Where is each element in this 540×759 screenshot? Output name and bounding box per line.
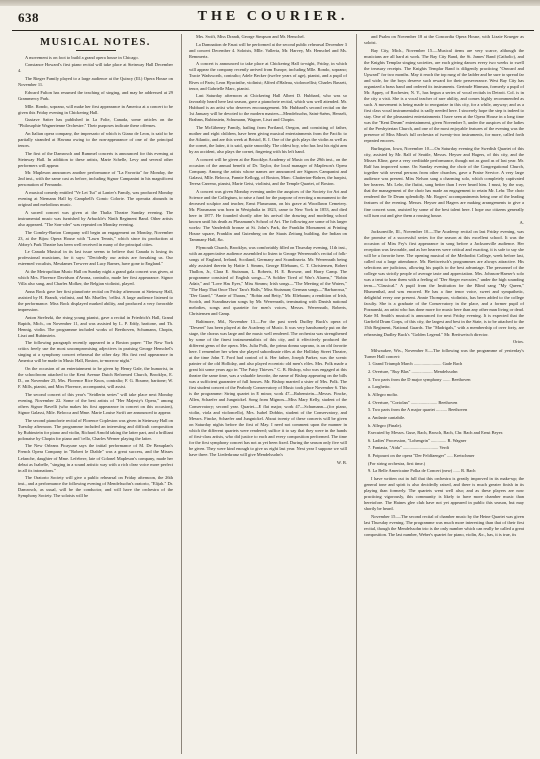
news-item: The Oratorio Society will give a public rehearsal on Friday afternoon, the 26th inst., and a performance the following evening of Mendelssohn's oratorio, "Elijah." Dr. Damrosch, as usual, will be the conductor, and will have the orchestra of the Symphony Society. The soloists will be	[18, 475, 173, 499]
news-item: La Damnation de Faust will be performed at the second public rehearsal December 3 and concert December 4. Soloists, Mlle. Valleria, Mr. Harvey, Mr. Henschel and Ms. Remmertz.	[189, 41, 347, 59]
news-item: The second concert of this year's "Seidlerin series" will take place next Monday evening, November 22. Some of the best artists of "Her Majesty's Opera," among others Signor Ravelli (who makes his first appearance in concert on this occasion), Signor Galassi, Mile. Belocca and Mme. Marie Louise Swift are announced to appear.	[18, 391, 173, 416]
programme-line: 1. Grand Triumph March ......................... Gade Bach	[368, 361, 463, 367]
signature: A.	[519, 220, 524, 226]
news-item: The New Orleans Picayune says the initial performance of M. De Beauplan's French Opera Company in "Robert le Diable" was a great success, and the Misses Lefanche, daughter of Mme. Lefebvre, late of Colonel Mapleson's company, made her debut as Isabelle, "singing in a sound artistic way with a rich clear voice more perfect in all its intonations."	[18, 443, 173, 473]
news-item: Bay City, Mich., November 15.—Musical items are very scarce, although the musicians are all hard at work. The Bay City Band, the St. James' Band (Catholic), and the Knights Templar singing societies, are each giving dances every two weeks to swell the treasury receipts. The Knights Templar Band is diligently practicing "Onward and Upward" for two months. May it reach the top rung of the ladder and be sure to spread far and wide, for the boys deserve such reward for their perseverance. West Bay City has organized a brass band and ordered its instruments. Gertrude Hinman, formerly a pupil of Mr. Appey, of Rochester, N. Y., has begun a series of vocal recitals in Detroit. Col. is in the city a visit. She is a vocal teacher of rare ability, and comes highly recommended as such. A movement is being made to reorganize in this city, for a while, anyway; and as a first class vocal instrumentalist is sadly needed here. I sincerely hope the step is indeed to stay. One of the pleasantest entertainments I have seen at the Opera House in a long time was the "Kent Dream" entertainment, given November 5, under the auspices of the ladies of the Presbyterian Church, and one of the most enjoyable features of the evening was the presence of Miss Mina's full orchestra of twenty-two instruments, for more, called forth repeated encores.	[364, 47, 524, 144]
news-item: On the occasion of an entertainment to be given by Henry Gale, the humorist, in the schoolroom attached to the Kent Avenue Dutch Reformed Church, Brooklyn, E. D., on November 25, Mrs. Florence Rice Knox, contralto; F. G. Bourne, baritone; W. F. Mills, pianist, and Miss Florence, accompanist, will assist.	[18, 366, 173, 390]
news-item: The Rieger Family played to a large audience at the Quincy (Ill.) Opera House on November 11.	[18, 76, 173, 88]
column-2	[189, 34, 347, 755]
news-item: Last Saturday afternoon at Chickering Hall Albert D. Hubbard, who was so favorably heard here last season, gave a pianoforte recital, which was well attended. Mr. Hubbard is an artist who deserves encouragement. Mr. Hubbard's second recital on the 1st January will be devoted to the modern masters—Mendelssohn, Saint-Saëns, Henselt, Brahms, Rubinstein, Schumann, Wagner, Liszt and Chopin.	[189, 93, 347, 123]
programme-line: 7. Fantasia, "Aida" ................................ Verdi	[368, 445, 449, 451]
news-item: The Comley-Barton Company will begin an engagement on Monday, November 23, at the Bijou Opera House with "Lawn Tennis," which since its production at Abbey's Park Theatre has been well received in many of the principal cities.	[18, 229, 173, 247]
column-rule-1	[181, 34, 182, 754]
section-title-rule	[76, 50, 116, 51]
programme-line: 6. Ladies' Procession, "Lohengrin" .............. R. Wagner	[368, 437, 467, 443]
publication-title: THE COURIER.	[197, 9, 349, 24]
news-item: The first of the Damrosch and Rummel concerts is announced for this evening at Steinway Hall. In addition to these artists, Marie Schelle, Levy and several other performers will appear.	[18, 150, 173, 168]
programme-line: b. Allegro (Finale).	[368, 422, 403, 428]
column-1	[18, 34, 173, 755]
news-item: Jacksonville, Ill., November 10.—The Academy recital on last Friday evening, was the promise of a successful series for the season at this excellent school. It was the occasion of Miss Fry's first appearance in song before a Jacksonville audience. Her reception was favorable, and as her hearers were critical and exacting, it is safe to say she will be a favorite here. The opening musical of the Methodist College, week before last, called out a large attendance. Mr. Breitweisch's programmes are always attractive. His selections are judicious, allowing his pupils to the best advantage. The personnel of the college was strictly people of average taste and appreciation. Mrs. Johnson-Haeser's solo was a treat to hear them with a feeling of "Der Sieger executes," under the high sounding term—"Classical." A pupil from the Institution for the Blind sang "My Queen," Blumenthal, and was encored. He has a fine tenor voice, sweet and sympathetic, delightful every one present. Annie Thompson, violinists, has been added to the college faculty. She is a graduate of the Conservatory in the place, and a former pupil of Poznanski, an artist who has done more for music here than any other man living or dead. Kate M. Smith's musical is announced for next Friday evening. It is expected that the Garfield Drum Corps, of this city, the largest and best in the State, is to be attached to the 15th Regiment, National Guards. The "Madrigals," with a membership of over forty, are rehearsing Dudley Buck's "Golden Legend." Mr. Breitweisch director.	[364, 228, 524, 337]
news-item: Gustave Satter has published in La Folie, Canada, some articles on the "Philosophie Wagnerienne Orchestre." Their purposes indicate these offenses.	[18, 117, 173, 129]
news-item: and Psalm on November 18 at the Concordia Opera House, with Lizzie Krueger as soloist.	[364, 34, 524, 46]
news-item: A musical comedy entitled "Ve Let Tut" at Lanier's Family, was produced Monday evening at Niemann Hall by Campbell's Comic Colorie. The operatta abounds in original and melodious music.	[18, 190, 173, 208]
news-item: Plymouth Church, Brooklyn, was comfortably filled on Thursday evening, 11th inst., with an appreciative audience assembled to listen to George Werrenrath's recital of folk-songs of England, Ireland, Scotland, Germany and Scandinavia. Mr. Werrenrath being ably assisted therein by Hattie I. Simms, George Ellebaum, C. T. Christensen, Robert Thallon, Jr., Clara E. Stutsman, L. Roberts, H. E. Browne, and Harry Camp. The programme consisted of English songs—"A Soldier Tired of War's Alarms," "Robin Adair," and "Love Has Eyes," Miss Simms; Irish songs—"The Meeting of the Waters," "The Harp That Once Thro' Tara's Halls," Miss Stutsman; German songs—"Barbarossa," "Der Gaard," "Annie of Tharau," "Robin and Betty," Mr. Ellebaum; a rendition of Irish, Scotch, and Scandinavian songs by Mr. Werrenrath, terminating with Danish national melodies, songs and quartette for men's voices, Messrs. Werrenrath, Roberts, Christensen and Camp.	[189, 244, 347, 317]
programme-line: 9. La Belle Americaine Polka de Concert (new) ...... R. Bach	[368, 468, 476, 474]
news-item: At the Metropolitan Music Hall on Sunday night a grand gala concert was given, at which Mrs. Florence Davidson d'Avona, contralto, made her first appearance. Signor Villa also sang, and Charles Molker, the Belgian violinist, played.	[18, 269, 173, 287]
news-item: A concert will be given at the Brooklyn Academy of Music on the 29th inst., on the occasion of the annual benefit of Dr. Taylor, the local manager of Mapleson's Opera Company. Among the artists whose names are announced are Signors Campanini and Galassi, Mlle. Belocca, Fannie Kellogg, of Boston, Marc. Chatterton-Bohrer, the harpist, Teresa Carreno, pianist, Marie Geist, violinist, and the Temple Quartet, of Boston.	[189, 156, 347, 187]
news-item: A concert was given Monday evening under the auspices of the Society for Art and Science and the Collegium, to raise a fund for the purpose of erecting a monument to the deceased sculptor and teacher, Ernst Plassmann, on his grave at Woodlawn Cemetery. Mr. Plassmann was born in Westphalia in 1823, came to New York in 1853, and died here in 1877. He founded shortly after his arrival the drawing and modeling school known until his death as Plassmann's School of Art. The following are some of his larger works: The Vanderbilt bronze at St. John's Park, the Franklin Monument at Printing House square, Franklin and Gutenberg on the Staats Zeitung building, the Indian on Tammany Hall, &c.	[189, 188, 347, 243]
news-item: The second pianoforte recital of Florence Copleston was given in Steinway Hall on Tuesday afternoon. The programme included an interesting and difficult composition by Rubinstein for piano and violin, Richard Arnold taking the latter part, and a brilliant polonaise by Chopin for piano and 'cello, Charles Werner playing the latter.	[18, 417, 173, 441]
news-item: Constance Howard's first piano recital will take place at Steinway Hall December 4.	[18, 62, 173, 74]
news-item: I have written out in full that this orchestra is greatly improved in its make-up; the general tone and spirit is also decidedly raised, and there is much greater finish in its playing than formerly. The quartets went well also; and as these players are now practicing vigorously, this community is likely to have more chamber music than heretofore. The Haines glee club have not yet appeared in public this season, but may shortly be heard.	[364, 476, 524, 512]
news-item: November 15.—The second recital of chamber music by the Heine Quartet was given last Thursday evening. The programme was much more interesting than that of their first recital, though the Mendelssohn trio is the only number which can really be called a great composition. The last number, Weber's quartet for piano, violin, &c., has, it is true, its	[364, 513, 524, 538]
signature: Orios.	[513, 339, 524, 345]
programme-line: a. Andante cantabile.	[368, 414, 406, 420]
news-item: Anna Bock gave her first pianoforte recital on Friday afternoon at Steinway Hall, assisted by H. Brandt, violinist, and Mr. Mueller, 'cellist. A large audience listened to the performance. Miss Bock displayed marked ability, and produced a very favorable impression.	[18, 288, 173, 312]
signature: W. B.	[336, 459, 347, 465]
news-item: Edward Fulton has resumed the teaching of singing, and may be addressed at 29 Grammercy Park.	[18, 89, 173, 101]
news-item: The McGibeney Family, hailing from Portland, Oregon, and consisting of father, mother and eight children, have been giving musical entertainments from the Pacific to the Atlantic, and are this week at Bristol, R. I. One of the girls plays the violin as well as the cornet, the latter, it is said, quite smoothly. The oldest boy, who has lost his right arm by an accident, also plays the cornet, fingering with his left hand.	[189, 125, 347, 155]
news-item: Baltimore, Md., November 13.—For the past week Dudley Buck's opera of "Deseret" has been played at the Academy of Music. It was very handsomely put on the stage, the chorus was large and the music well rendered. The orchestra was strengthened by some of the finest instrumentalists of this city, and it effectively produced the different gems of the opera. Mrs. Julia Polk, the prima donna soprano, is an old favorite here. I remember her when she played subordinate rôles at the Holliday Street Theatre, at the time John T. Ford had control of it. Her father, Joseph Parker, was the scenic painter of the old Holliday, and also played eccentric old men's rôles. Mrs. Polk made a great hit some years ago in "The Fairy Thieves." C. B. Bishop, who was engaged at this theatre the same time, was a valuable favorite, the name of Bishop appearing on the bills was a sufficient guarantee of full houses. Mr. Bishop married a sister of Mrs. Polk. The first student concert of the Peabody Conservatory of Music took place November 6. This is the programme: String quartet in E minor, work 47—Rubenstein—Messrs. Fincke, Allen, Schaefer and Jungnickel. Song from Mignon—Miss Mary Kelly, student of the Conservatory; second year. Quartet—E flat major, work 47—Schumann—(for piano, violin, viola and violoncello), Mrs. Isabel Dobbin, student of the Conservatory, and Messrs. Fincke, Schaefer and Jungnickel. About twenty of these concerts will be given on Saturday nights before the first of May. I need not comment upon the manner in which the different quartets were rendered; suffice it to say that they were in the hands of first-class artists, who did justice to each and every composition performed. The time for the first symphony concert has not as yet been fixed. During the season only five will be given. They were kind enough to give us eight last year. Next year I suppose we will have three. The Liederkranz will give Mendelssohn's	[189, 318, 347, 457]
news-item: Le Canada Musical in its last issue seems to believe that Canada is losing its professional musicians, for it says: "Decidedly our artists are forsaking us. Our esteemed vocalists, Mesdames Trewver and Lucy Barnes, have gone to England."	[18, 249, 173, 267]
page-number: 638	[18, 10, 39, 25]
column-3	[364, 34, 524, 755]
programme-line: Executed by Messrs. Guse, Bach, Brosch, Bach, Chr. Bach and Ernst Beyer.	[368, 430, 504, 436]
programme-line: a. Larghetto.	[368, 384, 391, 390]
page-top-edge	[0, 0, 540, 6]
programme-line: (For string orchestra, first time.)	[368, 460, 426, 466]
programme-line: 4. Overture, "Coriolan" ........................ Beethoven	[368, 399, 458, 405]
news-item: An Italian opera company, the impresario of which is Giano de Leon, is said to be partially stranded at Havana owing to the non-appearance of one of the principal tenors.	[18, 130, 173, 148]
section-title: MUSICAL NOTES.	[40, 37, 151, 48]
news-item: Mlle. Rondo, soprano, will make her first appearance in America at a concert to be given this Friday evening in Chickering Hall.	[18, 103, 173, 115]
news-item: Burlington, Iowa, November 10.—On Saturday evening the Swedish Quartet of this city, assisted by Mr. Ralf of Seattle, Messrs. Heyser and Hagers, of this city, and the Misses Kline, gave a very creditable performance, though not as good as of last year. Mr. Ralf has improved some. On Sunday evening the choir of the Congregational Church, together with several persons from other churches, gave a Praise Service. A very large audience was present. Miss Nelson sang a charming solo, which completely captivated her hearers. Mr. Lehr, the flutist, sang better than I ever heard him. I must, by the way, that the management of the choir has made an engagement to retain Mr. Lehr. The choir rendered the Te Deum splendidly. Mr. Rogers' accompaniments being one of the leading features of the evening. Messrs. Heyser and Hagers are making arrangements to give a fine concert soon, assisted by some of the best talent here. I hope our citizens generally will turn out and give them a rousing house.	[364, 146, 524, 218]
news-item: The following paragraph recently appeared in a Boston paper: "The New York critics freely use the most uncompromising adjectives in praising George Henschel's singing at a symphony concert rehearsal the other day. His first real appearance in America will be made in Music Hall, Boston, to-morrow night."	[18, 340, 173, 364]
news-item: A sacred concert was given at the Thalia Theatre Sunday evening. The instrumental music was furnished by Arbuckle's Ninth Regiment Band. Other artists also appeared. "The Son-cder" was repeated on Monday evening.	[18, 209, 173, 227]
programme-line: 5. Two parts from the A major quartet .......... Beethoven	[368, 407, 468, 413]
programme-line: 3. Two parts from the D major symphony ....... Beethoven	[368, 376, 471, 382]
news-item: Anton Strelezki, the rising young pianist, gave a recital in Friedrich's Hall, Grand Rapids, Mich., on November 11, and was assisted by L. P. Eddy, baritone, and Th. Hennig, violin. The programme included works of Beethoven, Schumann, Chopin, Liszt and Rubinstein.	[18, 314, 173, 338]
page-header	[12, 8, 534, 31]
news-item: Milwaukee, Wis., November 8.—The following was the programme of yesterday's Turner Hall concert:	[364, 347, 524, 359]
news-item: Mrs. Swift, Miss Drandt, George Simpson and Mr. Henschel.	[196, 34, 305, 39]
news-item: A movement is on foot to build a grand opera house in Chicago.	[25, 54, 139, 60]
column-rule-2	[356, 34, 357, 754]
programme-line: b. Allegro molto.	[368, 391, 399, 397]
programme-line: 8. Potpourri on the opera "Der Feldfaenger" ..... Kretschmer	[368, 453, 475, 459]
news-item: Mr. Mapleson announces another performance of "La Favorita" for Monday, the 2nd inst., with the same cast as before, including Signor Campanini in his magnificent personation of Fernando.	[18, 170, 173, 188]
news-item: A concert is announced to take place at Chickering Hall to-night, Friday, in which will appear the company recently arrived from Europe, including Mlle. Rondo, soprano; Tracie Wadsworth, contralto; Adele Becker (twelve years of age), pianist, and a pupil of Rives of Paris; Leon Hyacinthe, violinist; Alfred d'Haleau, violoncellist; Charles Bassett, tenor, and Gabrielle Marc, pianist.	[189, 61, 347, 91]
programme-line: 2. Overture, "Ruy Blas" ................... Mendelssohn	[368, 369, 458, 375]
